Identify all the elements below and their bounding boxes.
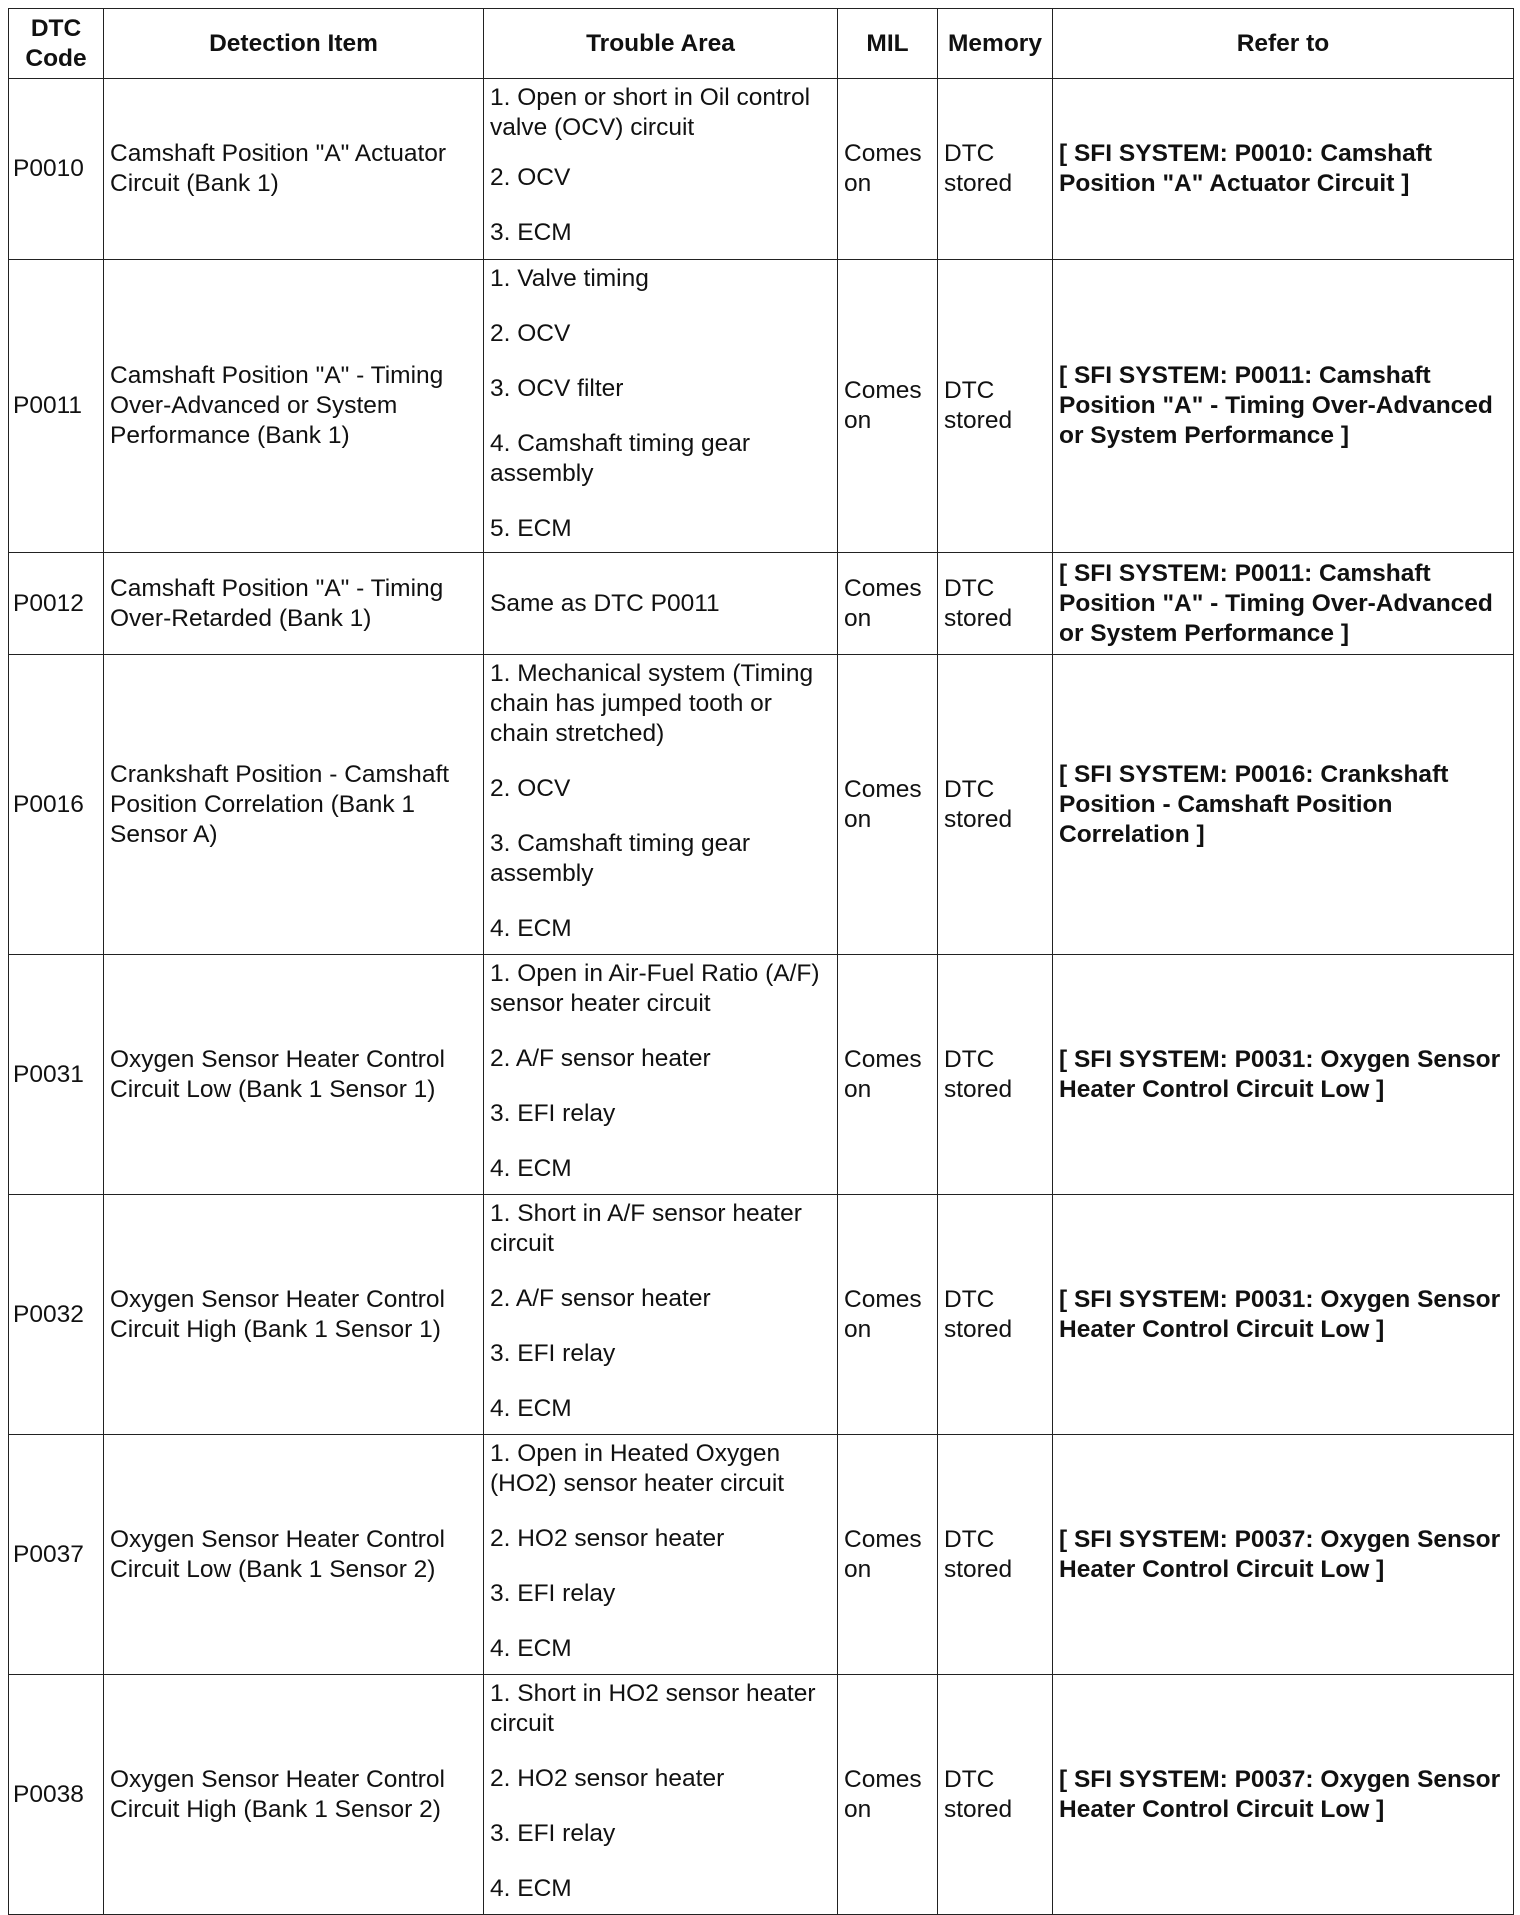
trouble-area-item: 1. Open in Heated Oxygen (HO2) sensor heater circuit <box>490 1439 785 1497</box>
header-memory: Memory <box>938 9 1053 79</box>
trouble-area-item: 2. A/F sensor heater <box>490 1044 711 1072</box>
trouble-area-cell <box>484 655 838 955</box>
trouble-area-item: 3. EFI relay <box>490 1099 616 1127</box>
refer-to-cell: [ SFI SYSTEM: P0031: Oxygen Sensor Heater Control Circuit Low ] <box>1053 1195 1514 1435</box>
trouble-area-item: 2. OCV <box>490 163 571 191</box>
mil-cell: Comes on <box>838 79 938 260</box>
memory-cell: DTC stored <box>938 655 1053 955</box>
refer-to-cell: [ SFI SYSTEM: P0016: Crankshaft Position - Camshaft Position Correlation ] <box>1053 655 1514 955</box>
trouble-area-item: 2. HO2 sensor heater <box>490 1764 725 1792</box>
detection-item-cell: Oxygen Sensor Heater Control Circuit High (Bank 1 Sensor 2) <box>104 1675 484 1915</box>
header-mil: MIL <box>838 9 938 79</box>
trouble-area-item: 1. Valve timing <box>490 264 649 292</box>
trouble-area-cell <box>484 955 838 1195</box>
table-row <box>9 260 1514 553</box>
header-row <box>9 9 1514 79</box>
dtc-code-cell: P0032 <box>9 1195 104 1435</box>
memory-cell: DTC stored <box>938 1195 1053 1435</box>
trouble-area-item: 3. Camshaft timing gear assembly <box>490 829 751 887</box>
memory-cell: DTC stored <box>938 1675 1053 1915</box>
memory-cell: DTC stored <box>938 1435 1053 1675</box>
table-row <box>9 1195 1514 1435</box>
refer-to-cell: [ SFI SYSTEM: P0010: Camshaft Position "A" Actuator Circuit ] <box>1053 79 1514 260</box>
header-dtc-code: DTC Code <box>9 9 104 79</box>
dtc-code-cell: P0038 <box>9 1675 104 1915</box>
trouble-area-item: 1. Short in HO2 sensor heater circuit <box>490 1679 816 1737</box>
refer-to-cell: [ SFI SYSTEM: P0037: Oxygen Sensor Heater Control Circuit Low ] <box>1053 1675 1514 1915</box>
dtc-code-cell: P0016 <box>9 655 104 955</box>
header-detection-item: Detection Item <box>104 9 484 79</box>
trouble-area-item: 4. ECM <box>490 1634 572 1662</box>
mil-cell: Comes on <box>838 1435 938 1675</box>
detection-item-cell: Camshaft Position "A" Actuator Circuit (Bank 1) <box>104 79 484 260</box>
trouble-area-item: 1. Mechanical system (Timing chain has jumped tooth or chain stretched) <box>490 659 814 747</box>
memory-cell: DTC stored <box>938 260 1053 553</box>
trouble-area-item: 3. ECM <box>490 218 572 246</box>
detection-item-cell: Camshaft Position "A" - Timing Over-Retarded (Bank 1) <box>104 553 484 655</box>
mil-cell: Comes on <box>838 1195 938 1435</box>
trouble-area-item: 5. ECM <box>490 514 572 542</box>
refer-to-cell: [ SFI SYSTEM: P0011: Camshaft Position "A" - Timing Over-Advanced or System Performance ] <box>1053 260 1514 553</box>
mil-cell: Comes on <box>838 955 938 1195</box>
mil-cell: Comes on <box>838 260 938 553</box>
trouble-area-cell <box>484 1675 838 1915</box>
trouble-area-cell <box>484 553 838 655</box>
header-trouble-area: Trouble Area <box>484 9 838 79</box>
dtc-code-cell: P0010 <box>9 79 104 260</box>
trouble-area-item: 1. Open in Air-Fuel Ratio (A/F) sensor heater circuit <box>490 959 820 1017</box>
trouble-area-item: 2. HO2 sensor heater <box>490 1524 725 1552</box>
trouble-area-item: 4. Camshaft timing gear assembly <box>490 429 751 487</box>
table-row <box>9 553 1514 655</box>
table-row <box>9 1435 1514 1675</box>
mil-cell: Comes on <box>838 1675 938 1915</box>
memory-cell: DTC stored <box>938 553 1053 655</box>
table-row <box>9 655 1514 955</box>
dtc-code-cell: P0012 <box>9 553 104 655</box>
trouble-area-item: 3. EFI relay <box>490 1579 616 1607</box>
dtc-code-cell: P0037 <box>9 1435 104 1675</box>
mil-cell: Comes on <box>838 655 938 955</box>
mil-cell: Comes on <box>838 553 938 655</box>
dtc-table <box>8 8 1514 1915</box>
trouble-area-cell <box>484 260 838 553</box>
table-row <box>9 79 1514 260</box>
trouble-area-item: 4. ECM <box>490 1874 572 1902</box>
trouble-area-item: 2. OCV <box>490 774 571 802</box>
trouble-area-item: 3. OCV filter <box>490 374 624 402</box>
trouble-area-item: Same as DTC P0011 <box>490 589 720 617</box>
trouble-area-item: 3. EFI relay <box>490 1819 616 1847</box>
trouble-area-cell <box>484 1195 838 1435</box>
trouble-area-item: 4. ECM <box>490 1394 572 1422</box>
refer-to-cell: [ SFI SYSTEM: P0031: Oxygen Sensor Heater Control Circuit Low ] <box>1053 955 1514 1195</box>
trouble-area-item: 4. ECM <box>490 1154 572 1182</box>
detection-item-cell: Oxygen Sensor Heater Control Circuit Low (Bank 1 Sensor 1) <box>104 955 484 1195</box>
trouble-area-cell <box>484 1435 838 1675</box>
detection-item-cell: Camshaft Position "A" - Timing Over-Advanced or System Performance (Bank 1) <box>104 260 484 553</box>
trouble-area-cell <box>484 79 838 260</box>
trouble-area-item: 1. Short in A/F sensor heater circuit <box>490 1199 802 1257</box>
trouble-area-item: 2. OCV <box>490 319 571 347</box>
trouble-area-item: 3. EFI relay <box>490 1339 616 1367</box>
trouble-area-item: 1. Open or short in Oil control valve (OCV) circuit <box>490 83 811 141</box>
memory-cell: DTC stored <box>938 79 1053 260</box>
detection-item-cell: Crankshaft Position - Camshaft Position Correlation (Bank 1 Sensor A) <box>104 655 484 955</box>
trouble-area-item: 4. ECM <box>490 914 572 942</box>
refer-to-cell: [ SFI SYSTEM: P0037: Oxygen Sensor Heater Control Circuit Low ] <box>1053 1435 1514 1675</box>
memory-cell: DTC stored <box>938 955 1053 1195</box>
table-row <box>9 1675 1514 1915</box>
detection-item-cell: Oxygen Sensor Heater Control Circuit Low (Bank 1 Sensor 2) <box>104 1435 484 1675</box>
trouble-area-item: 2. A/F sensor heater <box>490 1284 711 1312</box>
table-row <box>9 955 1514 1195</box>
dtc-code-cell: P0011 <box>9 260 104 553</box>
detection-item-cell: Oxygen Sensor Heater Control Circuit High (Bank 1 Sensor 1) <box>104 1195 484 1435</box>
refer-to-cell: [ SFI SYSTEM: P0011: Camshaft Position "A" - Timing Over-Advanced or System Performance ] <box>1053 553 1514 655</box>
header-refer-to: Refer to <box>1053 9 1514 79</box>
dtc-code-cell: P0031 <box>9 955 104 1195</box>
